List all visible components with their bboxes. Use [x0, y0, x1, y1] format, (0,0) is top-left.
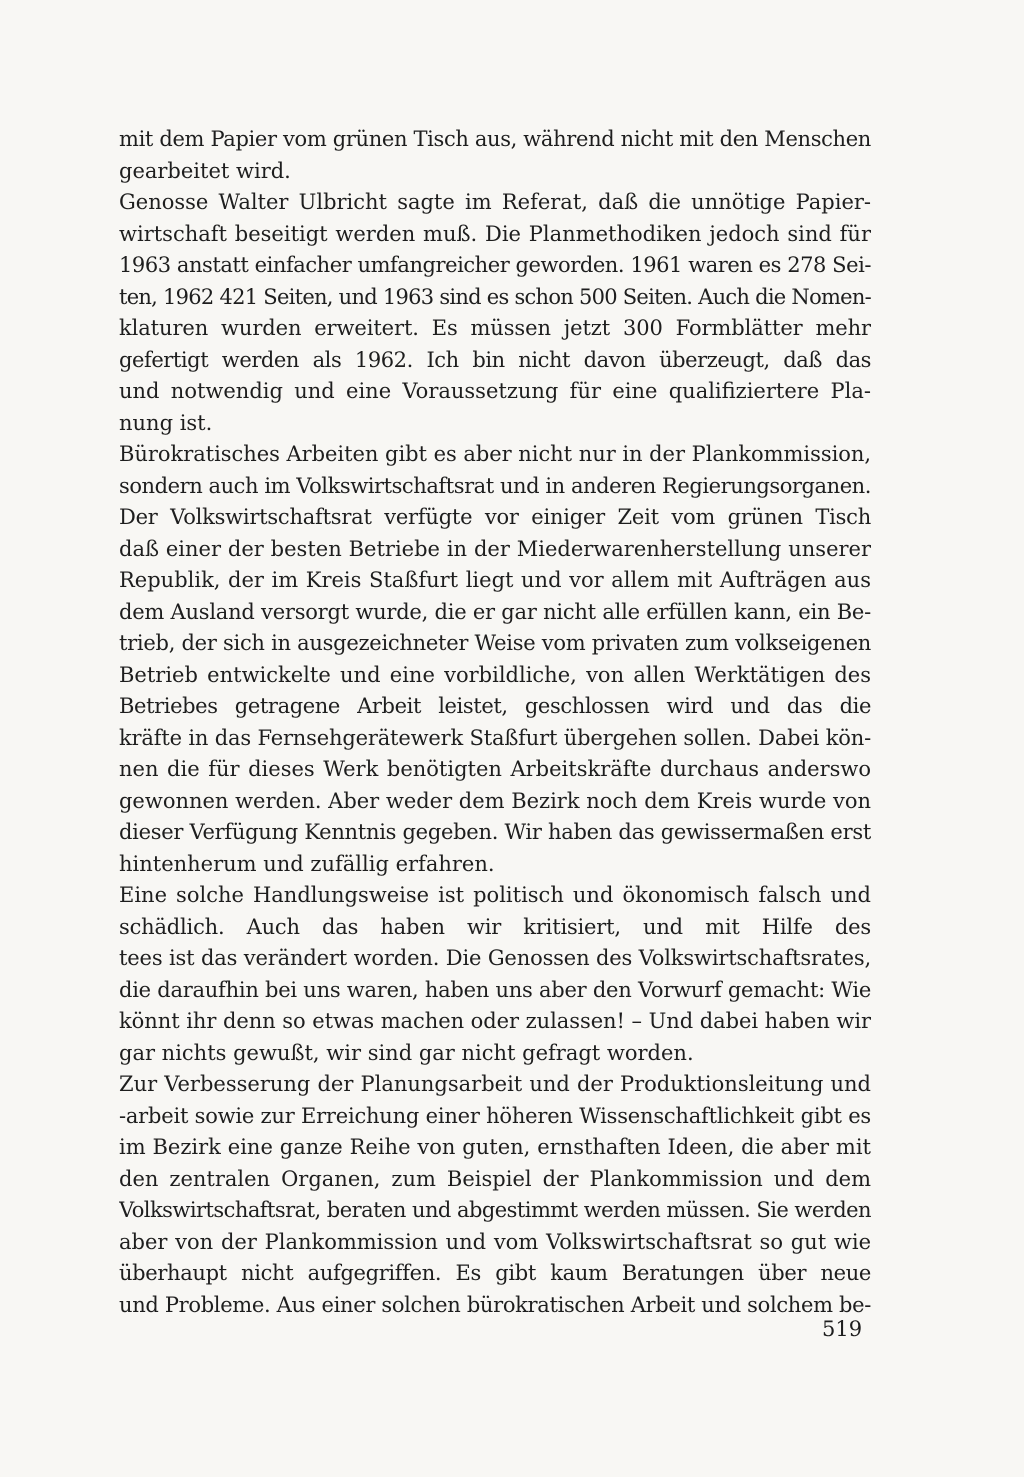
- body-text: [119, 124, 871, 1321]
- text-line: Betriebes getragene Arbeit leistet, geschlossen wird und das die: [119, 694, 871, 718]
- text-line: Republik, der im Kreis Staßfurt liegt und vor allem mit Aufträgen aus: [119, 568, 871, 592]
- text-line: wirtschaft beseitigt werden muß. Die Planmethodiken jedoch sind für: [119, 221, 871, 246]
- text-line: überhaupt nicht aufgegriffen. Es gibt kaum Beratungen über neue: [119, 1261, 871, 1285]
- text-line: nen die für dieses Werk benötigten Arbeitskräfte durchaus anderswo: [119, 757, 871, 781]
- text-line: im Bezirk eine ganze Reihe von guten, ernsthaften Ideen, die aber mit: [119, 1135, 871, 1159]
- text-line: klaturen wurden erweitert. Es müssen jetzt 300 Formblätter mehr: [119, 316, 871, 340]
- text-line: die daraufhin bei uns waren, haben uns aber den Vorwurf gemacht: Wie: [119, 977, 871, 1002]
- text-line: gar nichts gewußt, wir sind gar nicht gefragt worden.: [119, 1040, 694, 1065]
- text-line: dem Ausland versorgt wurde, die er gar nicht alle erfüllen kann, ein Be-: [119, 599, 871, 624]
- text-line: Volkswirtschaftsrat, beraten und abgestimmt werden müssen. Sie werden: [119, 1198, 871, 1222]
- text-line: den zentralen Organen, zum Beispiel der Plankommission und dem: [119, 1166, 871, 1191]
- text-line: gefertigt werden als 1962. Ich bin nicht davon überzeugt, daß das: [119, 347, 871, 372]
- text-line: Der Volkswirtschaftsrat verfügte vor einiger Zeit vom grünen Tisch: [119, 505, 871, 529]
- text-line: 1963 anstatt einfacher umfangreicher geworden. 1961 waren es 278 Sei-: [119, 253, 871, 277]
- text-line: aber von der Plankommission und vom Volkswirtschaftsrat so gut wie: [119, 1229, 871, 1254]
- text-line: gewonnen werden. Aber weder dem Bezirk noch dem Kreis wurde von: [119, 788, 871, 813]
- text-line: trieb, der sich in ausgezeichneter Weise vom privaten zum volkseigenen: [119, 631, 871, 655]
- text-line: hintenherum und zufällig erfahren.: [119, 851, 495, 876]
- text-line: -arbeit sowie zur Erreichung einer höheren Wissenschaftlichkeit gibt es: [119, 1103, 871, 1128]
- text-line: könnt ihr denn so etwas machen oder zulassen! – Und dabei haben wir: [119, 1009, 871, 1033]
- text-line: Betrieb entwickelte und eine vorbildliche, von allen Werktätigen des: [119, 662, 871, 687]
- text-line: mit dem Papier vom grünen Tisch aus, während nicht mit den Menschen: [119, 127, 871, 151]
- text-line: ten, 1962 421 Seiten, und 1963 sind es schon 500 Seiten. Auch die Nomen-: [119, 284, 871, 309]
- text-line: gearbeitet wird.: [119, 158, 291, 183]
- text-line: Bürokratisches Arbeiten gibt es aber nicht nur in der Plankommission,: [119, 442, 871, 466]
- page-number: 519: [822, 1317, 863, 1341]
- text-line: nung ist.: [119, 410, 213, 435]
- text-line: Genosse Walter Ulbricht sagte im Referat, daß die unnötige Papier-: [119, 190, 871, 214]
- text-line: schädlich. Auch das haben wir kritisiert, und mit Hilfe des: [119, 914, 871, 939]
- text-line: daß einer der besten Betriebe in der Miederwarenherstellung unserer: [119, 536, 871, 561]
- text-line: tees ist das verändert worden. Die Genossen des Volkswirtschaftsrates,: [119, 946, 871, 970]
- text-line: Eine solche Handlungsweise ist politisch und ökonomisch falsch und: [119, 883, 871, 907]
- text-line: und Probleme. Aus einer solchen bürokratischen Arbeit und solchem be-: [119, 1292, 871, 1317]
- text-line: dieser Verfügung Kenntnis gegeben. Wir haben das gewissermaßen erst: [119, 820, 871, 844]
- text-line: sondern auch im Volkswirtschaftsrat und in anderen Regierungsorganen.: [119, 473, 871, 498]
- text-line: kräfte in das Fernsehgerätewerk Staßfurt übergehen sollen. Dabei kön-: [119, 725, 871, 750]
- text-line: und notwendig und eine Voraussetzung für eine qualifiziertere Pla-: [119, 379, 871, 403]
- text-line: Zur Verbesserung der Planungsarbeit und der Produktionsleitung und: [119, 1072, 871, 1096]
